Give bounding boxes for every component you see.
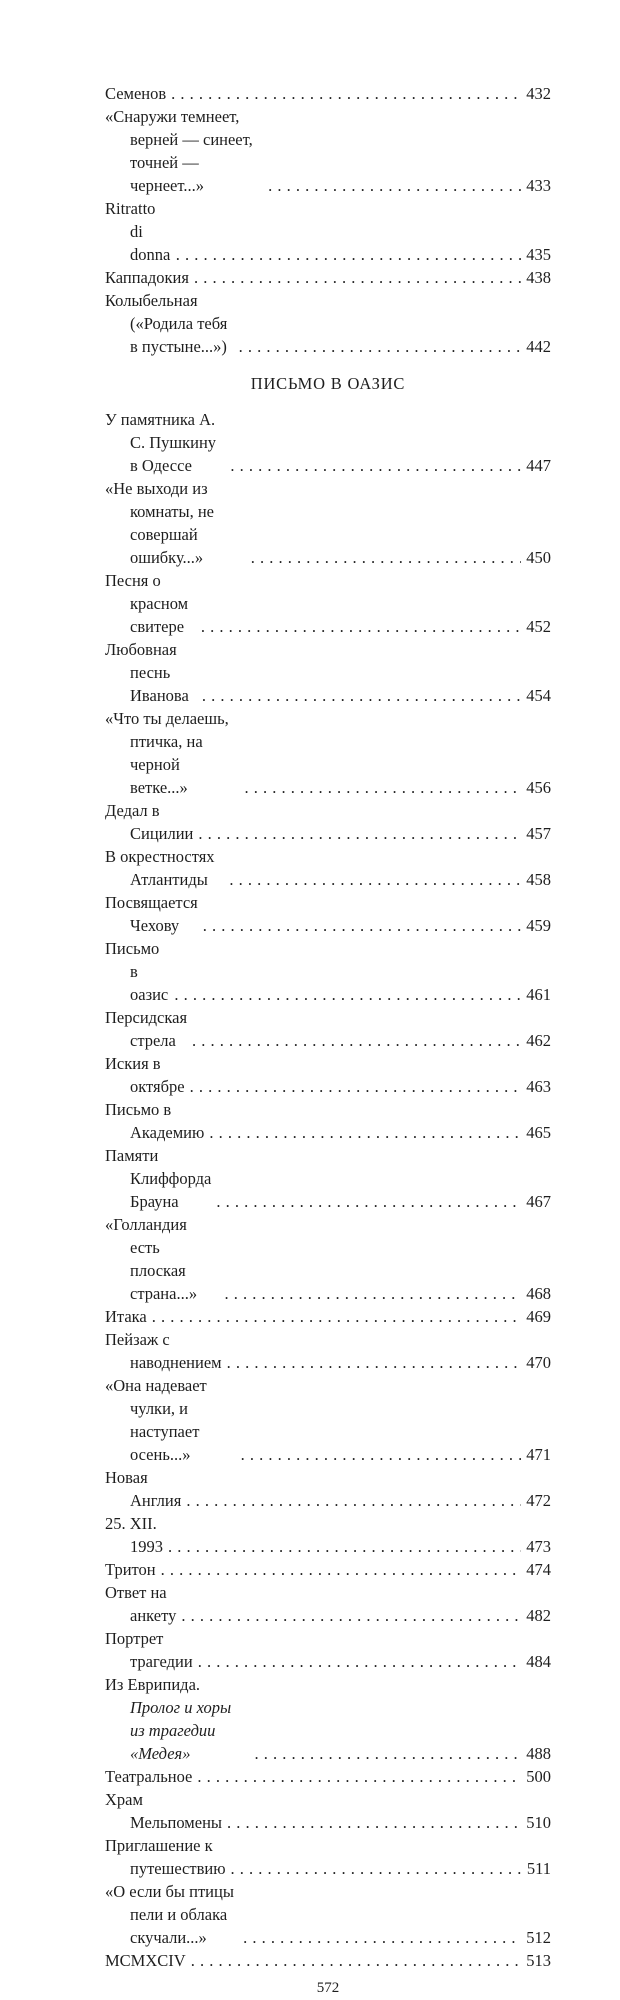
entry-title-text: 25. XII. 1993 bbox=[105, 1514, 163, 1556]
entry-page-number: 465 bbox=[526, 1123, 551, 1142]
toc-entry bbox=[105, 891, 551, 937]
dot-leader bbox=[227, 1811, 521, 1834]
toc-entry bbox=[105, 1949, 551, 1972]
toc-entry bbox=[105, 289, 551, 358]
entry-title-text: Колыбельная («Родила тебя в пустыне...») bbox=[105, 291, 228, 356]
section-heading: ПИСЬМО В ОАЗИС bbox=[250, 374, 406, 393]
entry-title bbox=[105, 1880, 238, 1949]
entry-title bbox=[105, 1765, 192, 1788]
entry-title-text: Любовная песнь Иванова bbox=[105, 640, 189, 705]
entry-title bbox=[105, 105, 263, 197]
toc-entry bbox=[105, 408, 551, 477]
entry-title bbox=[105, 82, 166, 105]
entry-page-number: 474 bbox=[526, 1560, 551, 1579]
toc-entry bbox=[105, 569, 551, 638]
entry-title-text: Пейзаж с наводнением bbox=[105, 1330, 222, 1372]
dot-leader bbox=[209, 1121, 521, 1144]
entry-page-number: 462 bbox=[526, 1031, 551, 1050]
entry-title-text: «Не выходи из комнаты, не совершай ошибку...» bbox=[105, 479, 214, 567]
entry-title bbox=[105, 1949, 186, 1972]
entry-page-number: 510 bbox=[526, 1813, 551, 1832]
entry-title-text: Ritratto di donna bbox=[105, 199, 171, 264]
toc-entry bbox=[105, 1765, 551, 1788]
entry-title bbox=[105, 1305, 147, 1328]
entry-title bbox=[105, 1052, 185, 1098]
entry-title-text: Семенов bbox=[105, 84, 167, 103]
dot-leader bbox=[176, 243, 521, 266]
entry-title bbox=[105, 707, 240, 799]
dot-leader bbox=[268, 174, 521, 197]
entry-title-text: Персидская стрела bbox=[105, 1008, 188, 1050]
dot-leader bbox=[168, 1535, 521, 1558]
toc-entry bbox=[105, 266, 551, 289]
page-folio: 572 bbox=[316, 1980, 340, 1996]
dot-leader bbox=[191, 1949, 521, 1972]
entry-page-number: 432 bbox=[526, 84, 551, 103]
entry-title bbox=[105, 1144, 211, 1213]
entry-page-number: 513 bbox=[526, 1951, 551, 1970]
entry-title bbox=[105, 289, 234, 358]
entry-page-number: 450 bbox=[526, 548, 551, 567]
toc-entry bbox=[105, 1098, 551, 1144]
toc-entry bbox=[105, 1466, 551, 1512]
entry-page-number: 470 bbox=[526, 1353, 551, 1372]
dot-leader bbox=[203, 914, 521, 937]
entry-title-text: Посвящается Чехову bbox=[105, 893, 198, 935]
entry-title-text: Иския в октябре bbox=[105, 1054, 185, 1096]
dot-leader bbox=[152, 1305, 521, 1328]
entry-title bbox=[105, 1374, 236, 1466]
entry-page-number: 456 bbox=[526, 778, 551, 797]
dot-leader bbox=[161, 1558, 521, 1581]
entry-page-number: 467 bbox=[526, 1192, 551, 1211]
entry-title bbox=[105, 1834, 226, 1880]
dot-leader bbox=[174, 983, 521, 1006]
entry-page-number: 435 bbox=[526, 245, 551, 264]
entry-title bbox=[105, 1788, 222, 1834]
toc-sections-container bbox=[105, 82, 551, 1972]
entry-title bbox=[105, 1328, 222, 1374]
entry-title bbox=[105, 569, 196, 638]
toc-entry bbox=[105, 1788, 551, 1834]
entry-title-text: Дедал в Сицилии bbox=[105, 801, 194, 843]
entry-title bbox=[105, 1006, 187, 1052]
entry-title-text: Театральное bbox=[105, 1767, 193, 1786]
entry-title-text: Песня о красном свитере bbox=[105, 571, 189, 636]
toc-entry bbox=[105, 1627, 551, 1673]
toc-entry bbox=[105, 1880, 551, 1949]
toc-entry bbox=[105, 1558, 551, 1581]
dot-leader bbox=[186, 1489, 521, 1512]
entry-title-text: Из Еврипида. bbox=[105, 1675, 201, 1694]
entry-title-text: MCMXCIV bbox=[105, 1951, 186, 1970]
entry-page-number: 469 bbox=[526, 1307, 551, 1326]
dot-leader bbox=[171, 82, 521, 105]
toc-entry bbox=[105, 477, 551, 569]
toc-entry bbox=[105, 1374, 551, 1466]
entry-title-text: Храм Мельпомены bbox=[105, 1790, 222, 1832]
entry-page-number: 458 bbox=[526, 870, 551, 889]
entry-title-text: Письмо в оазис bbox=[105, 939, 169, 1004]
dot-leader bbox=[197, 1765, 521, 1788]
dot-leader bbox=[251, 546, 521, 569]
toc-entry bbox=[105, 82, 551, 105]
entry-title bbox=[105, 891, 198, 937]
toc-entry bbox=[105, 1581, 551, 1627]
dot-leader bbox=[227, 1351, 521, 1374]
entry-title bbox=[105, 1098, 204, 1144]
toc-entry bbox=[105, 937, 551, 1006]
entry-title-italic-text: Пролог и хоры из трагедии «Медея» bbox=[130, 1698, 232, 1763]
toc-section bbox=[105, 82, 551, 358]
entry-page-number: 442 bbox=[526, 337, 551, 356]
entry-page-number: 463 bbox=[526, 1077, 551, 1096]
toc-section bbox=[105, 372, 551, 1972]
entry-title bbox=[105, 1627, 193, 1673]
entry-title bbox=[105, 1466, 181, 1512]
toc-entry bbox=[105, 845, 551, 891]
entry-title bbox=[105, 638, 197, 707]
entry-title-text: Письмо в Академию bbox=[105, 1100, 205, 1142]
dot-leader bbox=[190, 1075, 521, 1098]
dot-leader bbox=[239, 335, 521, 358]
entry-title bbox=[105, 1512, 163, 1558]
entry-title bbox=[105, 1213, 219, 1305]
dot-leader bbox=[201, 615, 521, 638]
dot-leader bbox=[241, 1443, 521, 1466]
toc-entry bbox=[105, 707, 551, 799]
entry-title bbox=[105, 1581, 176, 1627]
entry-title-text: «Что ты делаешь, птичка, на черной ветке...» bbox=[105, 709, 229, 797]
entry-page-number: 433 bbox=[526, 176, 551, 195]
entry-page-number: 484 bbox=[526, 1652, 551, 1671]
entry-page-number: 471 bbox=[526, 1445, 551, 1464]
entry-title bbox=[105, 477, 246, 569]
toc-entry bbox=[105, 638, 551, 707]
entry-page-number: 438 bbox=[526, 268, 551, 287]
toc-entry bbox=[105, 105, 551, 197]
entry-title-text: Приглашение к путешествию bbox=[105, 1836, 226, 1878]
dot-leader bbox=[198, 822, 521, 845]
entry-title bbox=[105, 408, 225, 477]
entry-title-text: В окрестностях Атлантиды bbox=[105, 847, 215, 889]
entry-title bbox=[105, 1558, 156, 1581]
entry-page-number: 512 bbox=[526, 1928, 551, 1947]
entry-title bbox=[105, 1673, 249, 1765]
dot-leader bbox=[230, 454, 521, 477]
entry-page-number: 472 bbox=[526, 1491, 551, 1510]
entry-title bbox=[105, 845, 224, 891]
toc-entry bbox=[105, 1328, 551, 1374]
toc-entry bbox=[105, 1144, 551, 1213]
toc-entry bbox=[105, 1052, 551, 1098]
entry-title bbox=[105, 799, 193, 845]
dot-leader bbox=[245, 776, 521, 799]
entry-page-number: 447 bbox=[526, 456, 551, 475]
toc-entry bbox=[105, 197, 551, 266]
dot-leader bbox=[192, 1029, 521, 1052]
entry-page-number: 452 bbox=[526, 617, 551, 636]
entry-title bbox=[105, 937, 169, 1006]
dot-leader bbox=[216, 1190, 521, 1213]
entry-page-number: 482 bbox=[526, 1606, 551, 1625]
entry-page-number: 500 bbox=[526, 1767, 551, 1786]
entry-title-text: Памяти Клиффорда Брауна bbox=[105, 1146, 212, 1211]
entry-title-text: Каппадокия bbox=[105, 268, 189, 287]
toc-entry bbox=[105, 1305, 551, 1328]
entry-title-text: Итака bbox=[105, 1307, 147, 1326]
entry-page-number: 468 bbox=[526, 1284, 551, 1303]
toc-entry bbox=[105, 1213, 551, 1305]
dot-leader bbox=[224, 1282, 521, 1305]
dot-leader bbox=[229, 868, 521, 891]
entry-title-text: Портрет трагедии bbox=[105, 1629, 193, 1671]
entry-title-text: «Она надевает чулки, и наступает осень...» bbox=[105, 1376, 207, 1464]
entry-title-text: У памятника А. С. Пушкину в Одессе bbox=[105, 410, 217, 475]
entry-page-number: 511 bbox=[526, 1859, 551, 1878]
dot-leader bbox=[202, 684, 521, 707]
toc-entry bbox=[105, 1006, 551, 1052]
dot-leader bbox=[243, 1926, 521, 1949]
dot-leader bbox=[231, 1857, 521, 1880]
entry-page-number: 488 bbox=[526, 1744, 551, 1763]
toc-entry bbox=[105, 1673, 551, 1765]
entry-page-number: 473 bbox=[526, 1537, 551, 1556]
dot-leader bbox=[181, 1604, 521, 1627]
dot-leader bbox=[194, 266, 521, 289]
dot-leader bbox=[254, 1742, 521, 1765]
entry-title bbox=[105, 266, 189, 289]
entry-title-text: Тритон bbox=[105, 1560, 156, 1579]
entry-title-text: «Снаружи темнеет, верней — синеет, точней — чернеет...» bbox=[105, 107, 253, 195]
entry-title-text: Ответ на анкету bbox=[105, 1583, 177, 1625]
toc-entry bbox=[105, 799, 551, 845]
dot-leader bbox=[198, 1650, 521, 1673]
entry-page-number: 461 bbox=[526, 985, 551, 1004]
table-of-contents bbox=[105, 82, 551, 2000]
entry-title-text: Новая Англия bbox=[105, 1468, 182, 1510]
toc-entry bbox=[105, 1834, 551, 1880]
entry-title bbox=[105, 197, 171, 266]
toc-entries bbox=[105, 408, 551, 1972]
entry-page-number: 457 bbox=[526, 824, 551, 843]
entry-page-number: 459 bbox=[526, 916, 551, 935]
entry-title-text: «Голландия есть плоская страна...» bbox=[105, 1215, 198, 1303]
toc-entry bbox=[105, 1512, 551, 1558]
entry-page-number: 454 bbox=[526, 686, 551, 705]
toc-entries bbox=[105, 82, 551, 358]
entry-title-text: «О если бы птицы пели и облака скучали...» bbox=[105, 1882, 234, 1947]
